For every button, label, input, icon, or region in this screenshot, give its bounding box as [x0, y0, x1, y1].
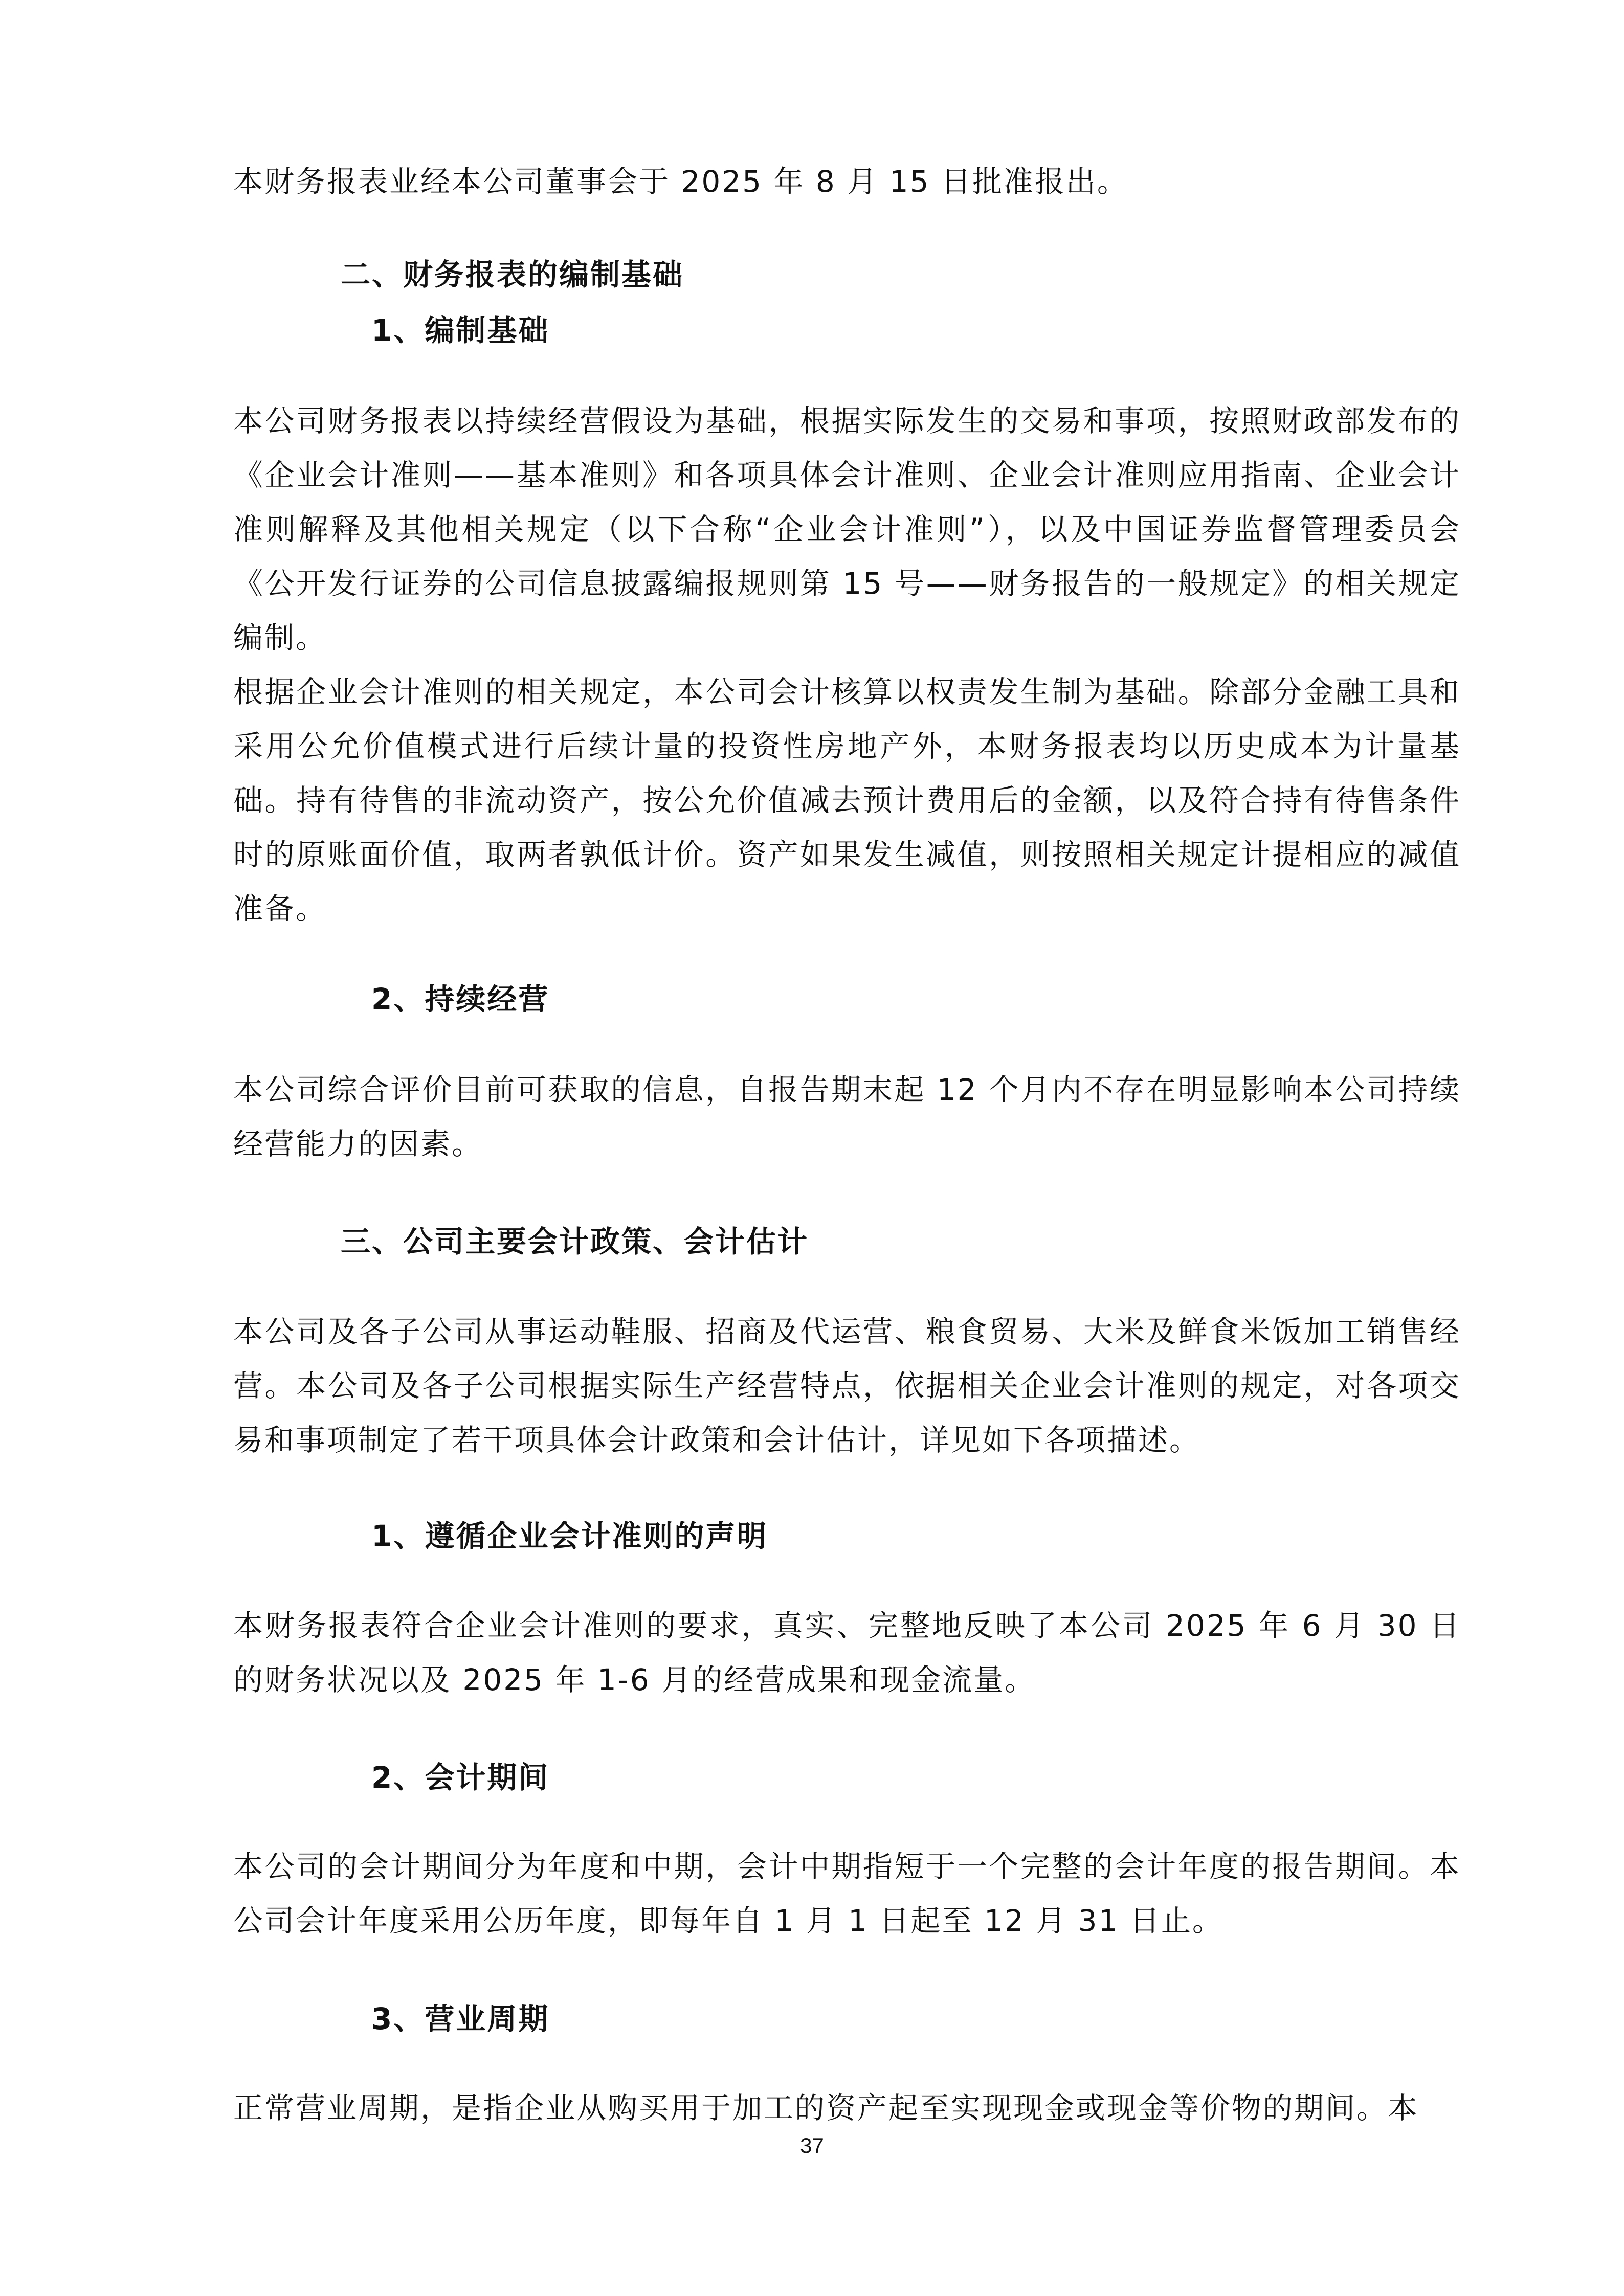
compliance-statement-paragraph: 本财务报表符合企业会计准则的要求，真实、完整地反映了本公司 2025 年 6 月 30 日的财务状况以及 2025 年 1-6 月的经营成果和现金流量。 — [233, 1608, 1461, 1697]
section-3-3-heading: 3、营业周期 — [371, 2001, 550, 2036]
section-3-intro-paragraph: 本公司及各子公司从事运动鞋服、招商及代运营、粮食贸易、大米及鲜食米饭加工销售经营。本公司及各子公司根据实际生产经营特点，依据相关企业会计准则的规定，对各项交易和事项制定了若干项具体会计政策和会计估计，详见如下各项描述。 — [233, 1314, 1461, 1457]
basis-of-preparation-paragraph: 本公司财务报表以持续经营假设为基础，根据实际发生的交易和事项，按照财政部发布的《企业会计准则——基本准则》和各项具体会计准则、企业会计准则应用指南、企业会计准则解释及其他相关规定（以下合称“企业会计准则”），以及中国证券监督管理委员会《公开发行证券的公司信息披露编报规则第 15 号——财务报告的一般规定》的相关规定编制。 — [233, 403, 1461, 655]
approval-statement: 本财务报表业经本公司董事会于 2025 年 8 月 15 日批准报出。 — [233, 164, 1128, 199]
section-2-heading: 二、财务报表的编制基础 — [341, 257, 684, 292]
section-3-heading: 三、公司主要会计政策、会计估计 — [341, 1224, 809, 1259]
section-3-2-heading: 2、会计期间 — [371, 1760, 550, 1795]
accounting-period-paragraph: 本公司的会计期间分为年度和中期，会计中期指短于一个完整的会计年度的报告期间。本公司会计年度采用公历年度，即每年自 1 月 1 日起至 12 月 31 日止。 — [233, 1849, 1461, 1938]
section-3-1-heading: 1、遵循企业会计准则的声明 — [371, 1519, 768, 1554]
page-number: 37 — [800, 2133, 824, 2157]
accrual-basis-paragraph: 根据企业会计准则的相关规定，本公司会计核算以权责发生制为基础。除部分金融工具和采用公允价值模式进行后续计量的投资性房地产外，本财务报表均以历史成本为计量基础。持有待售的非流动资产，按公允价值减去预计费用后的金额，以及符合持有待售条件时的原账面价值，取两者孰低计价。资产如果发生减值，则按照相关规定计提相应的减值准备。 — [233, 674, 1461, 926]
section-2-2-heading: 2、持续经营 — [371, 982, 550, 1017]
going-concern-paragraph: 本公司综合评价目前可获取的信息，自报告期末起 12 个月内不存在明显影响本公司持续经营能力的因素。 — [233, 1072, 1461, 1161]
operating-cycle-paragraph: 正常营业周期，是指企业从购买用于加工的资产起至实现现金或现金等价物的期间。本 — [233, 2090, 1419, 2125]
section-2-1-heading: 1、编制基础 — [371, 313, 550, 348]
